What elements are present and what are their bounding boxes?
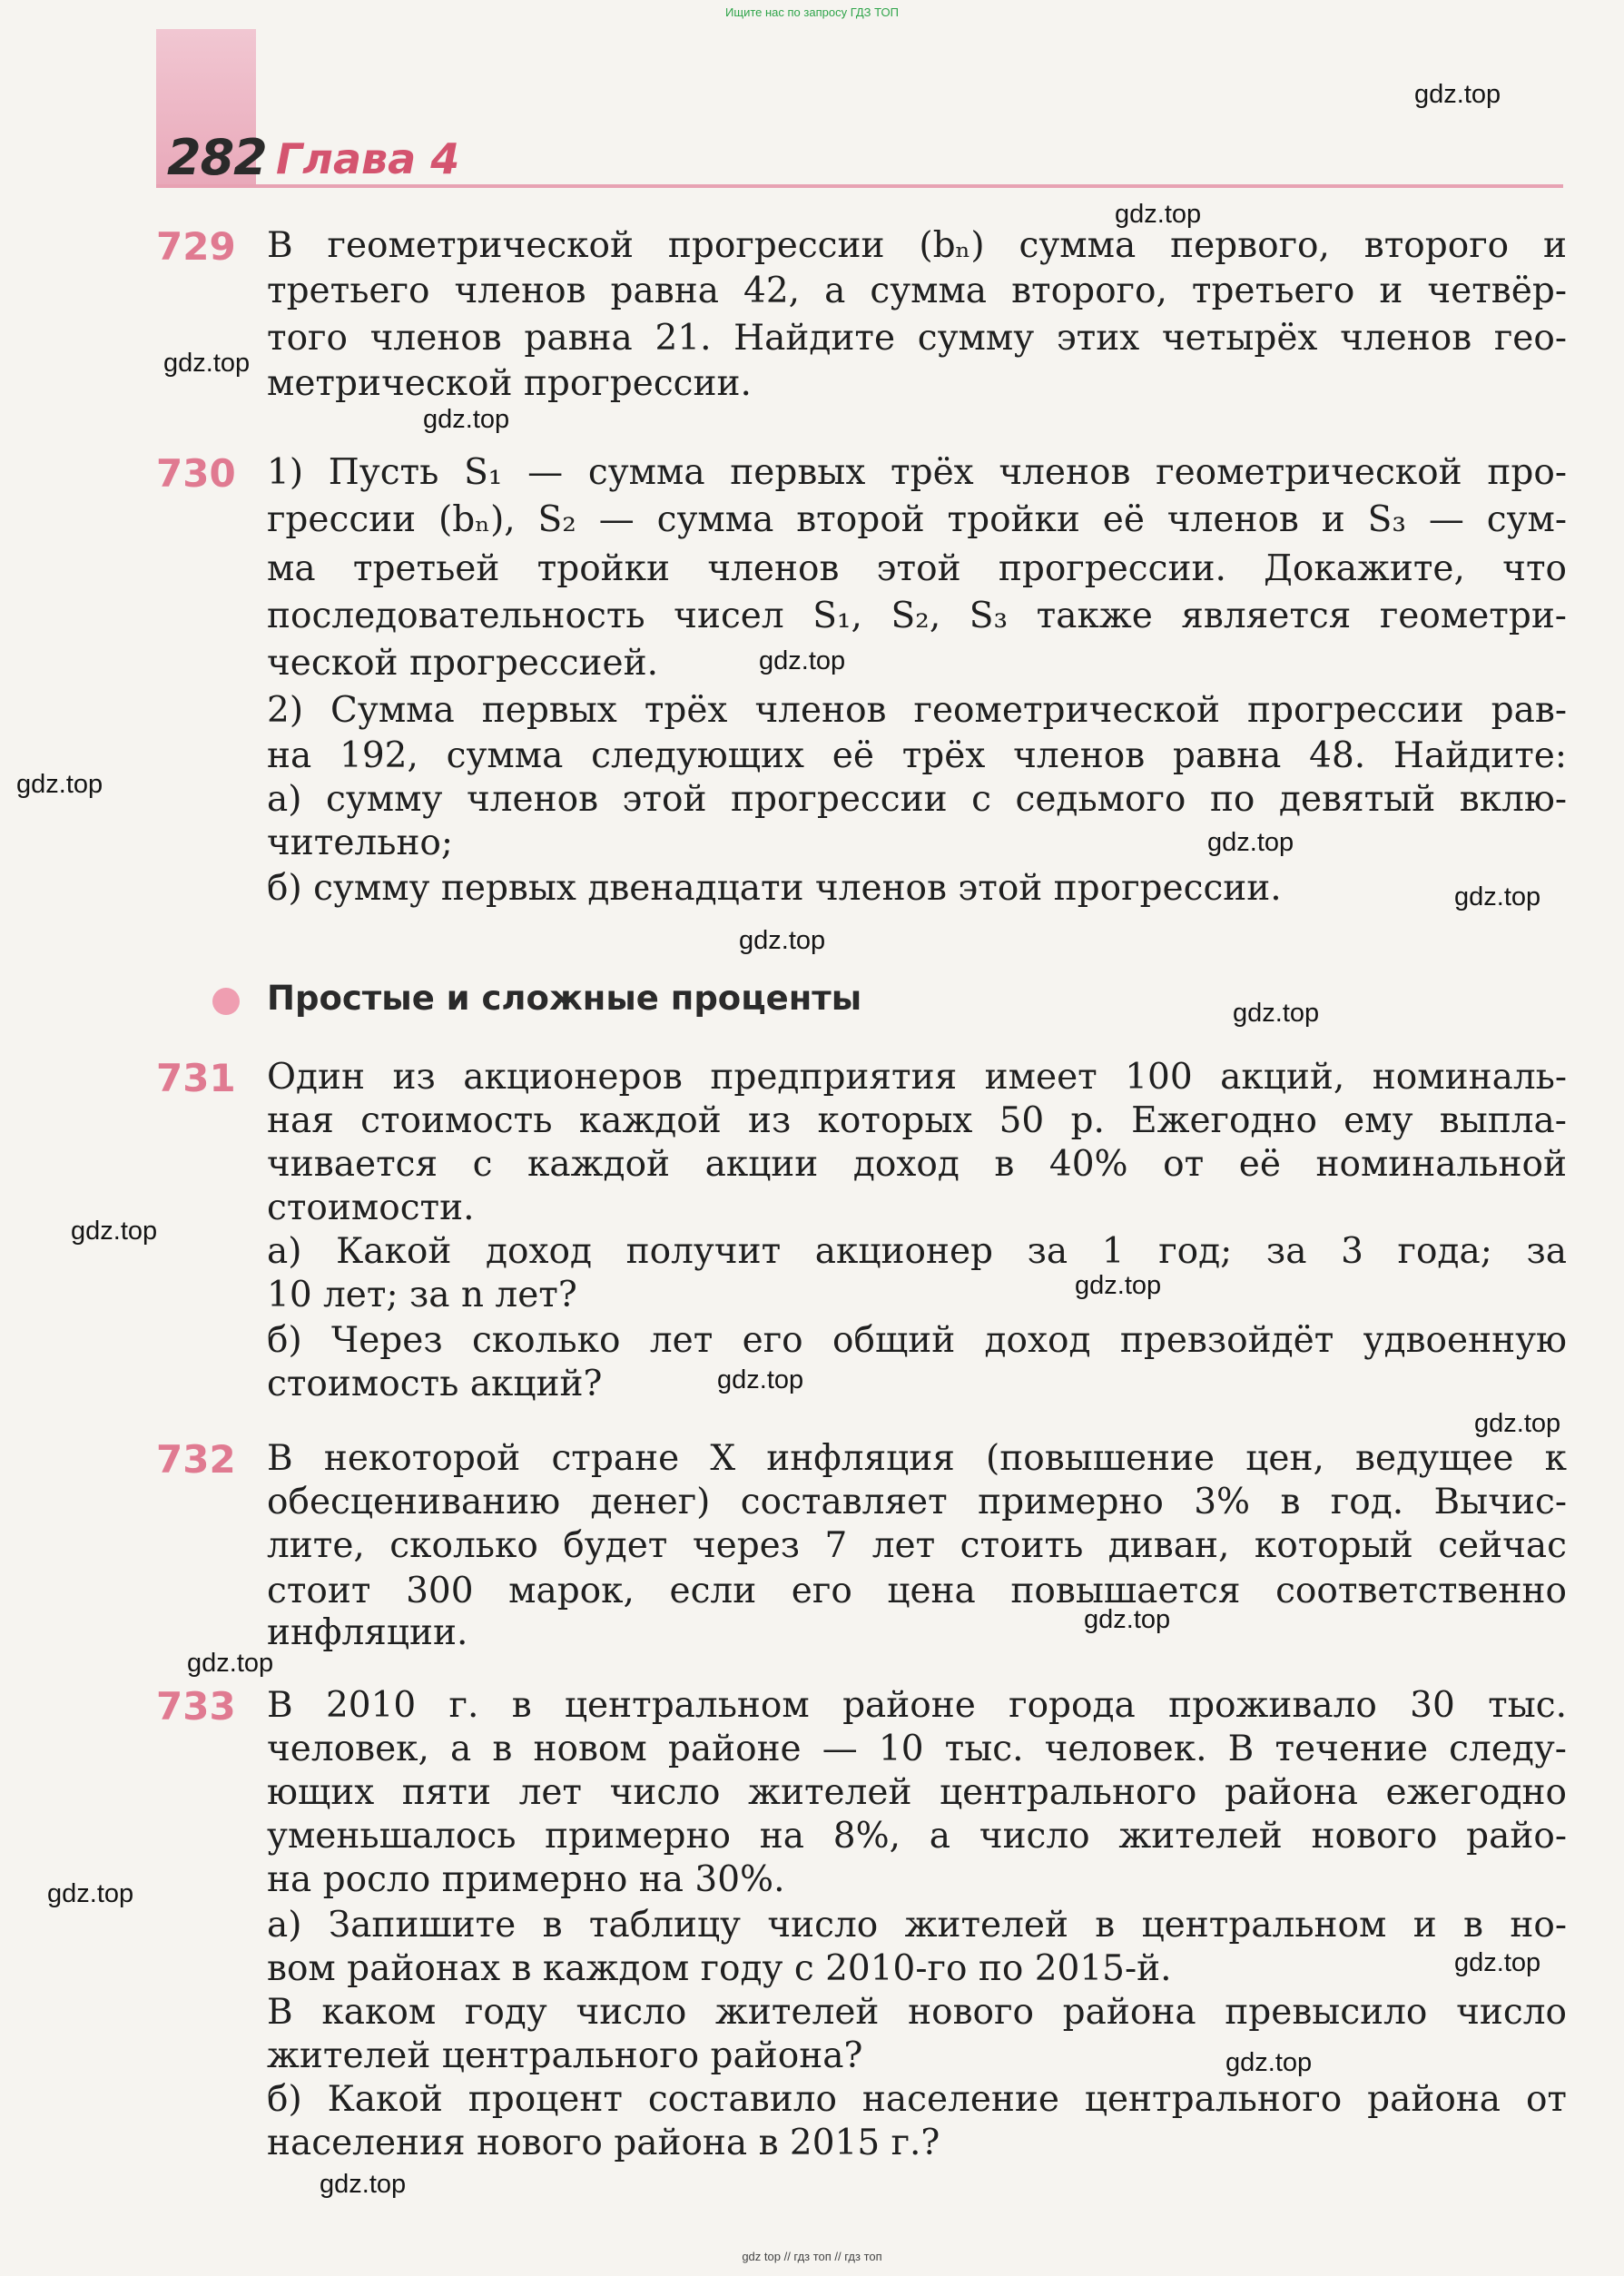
exercise-line: 10 лет; за n лет? xyxy=(267,1275,577,1315)
page-number: 282 xyxy=(167,129,267,186)
exercise-line: метрической прогрессии. xyxy=(267,363,752,404)
exercise-line: б) сумму первых двенадцати членов этой прогрессии. xyxy=(267,868,1282,909)
exercise-line: лите, сколько будет через 7 лет стоить диван, который сейчас xyxy=(267,1525,1567,1566)
exercise-number: 733 xyxy=(156,1684,236,1729)
chapter-title: Глава 4 xyxy=(276,134,460,183)
watermark: gdz.top xyxy=(16,770,103,799)
watermark: gdz.top xyxy=(717,1365,804,1394)
exercise-line: на 192, сумма следующих её трёх членов равна 48. Найдите: xyxy=(267,735,1567,776)
exercise-line: ческой прогрессией. xyxy=(267,643,659,684)
exercise-line: последовательность чисел S₁, S₂, S₃ также является геометри- xyxy=(267,596,1567,636)
exercise-line: того членов равна 21. Найдите сумму этих четырёх членов гео- xyxy=(267,318,1567,359)
exercise-line: стоимость акций? xyxy=(267,1364,603,1404)
exercise-line: В каком году число жителей нового района превысило число xyxy=(267,1992,1567,2033)
exercise-line: Один из акционеров предприятия имеет 100 акций, номиналь- xyxy=(267,1057,1567,1098)
section-title: Простые и сложные проценты xyxy=(267,979,862,1018)
exercise-line: жителей центрального района? xyxy=(267,2035,863,2076)
exercise-line: 1) Пусть S₁ — сумма первых трёх членов геометрической про- xyxy=(267,452,1567,493)
exercise-line: чительно; xyxy=(267,823,454,863)
exercise-line: а) сумму членов этой прогрессии с седьмого по девятый вклю- xyxy=(267,779,1567,820)
watermark: gdz.top xyxy=(1225,2048,1313,2077)
exercise-line: вом районах в каждом году с 2010-го по 2015-й. xyxy=(267,1948,1172,1989)
watermark: gdz.top xyxy=(163,349,251,378)
exercise-line: грессии (bₙ), S₂ — сумма второй тройки её членов и S₃ — сум- xyxy=(267,499,1567,540)
exercise-number: 729 xyxy=(156,224,236,269)
exercise-line: а) Какой доход получит акционер за 1 год; за 3 года; за xyxy=(267,1231,1567,1272)
exercise-line: на росло примерно на 30%. xyxy=(267,1859,785,1900)
exercise-line: чивается с каждой акции доход в 40% от её номинальной xyxy=(267,1144,1567,1185)
watermark: gdz.top xyxy=(1454,882,1541,911)
watermark: gdz.top xyxy=(187,1649,274,1678)
exercise-line: В 2010 г. в центральном районе города проживало 30 тыс. xyxy=(267,1685,1567,1726)
watermark: gdz.top xyxy=(1115,200,1202,229)
exercise-number: 730 xyxy=(156,451,236,496)
exercise-line: В геометрической прогрессии (bₙ) сумма первого, второго и xyxy=(267,225,1567,266)
exercise-line: инфляции. xyxy=(267,1612,468,1653)
exercise-line: б) Через сколько лет его общий доход превзойдёт удвоенную xyxy=(267,1320,1567,1361)
exercise-line: населения нового района в 2015 г.? xyxy=(267,2123,940,2163)
exercise-number: 732 xyxy=(156,1437,236,1482)
exercise-number: 731 xyxy=(156,1056,236,1100)
watermark: gdz.top xyxy=(759,646,846,675)
exercise-line: 2) Сумма первых трёх членов геометрической прогрессии рав- xyxy=(267,690,1567,731)
exercise-line: человек, а в новом районе — 10 тыс. человек. В течение следу- xyxy=(267,1729,1567,1769)
exercise-line: третьего членов равна 42, а сумма второго, третьего и четвёр- xyxy=(267,271,1567,311)
watermark: gdz.top xyxy=(1474,1409,1561,1438)
exercise-line: уменьшалось примерно на 8%, а число жителей нового райо- xyxy=(267,1816,1567,1857)
watermark: gdz.top xyxy=(71,1217,158,1246)
exercise-line: стоимости. xyxy=(267,1187,475,1228)
watermark: gdz.top xyxy=(1414,80,1501,109)
watermark: gdz.top xyxy=(47,1879,134,1908)
exercise-line: В некоторой стране X инфляция (повышение цен, ведущее к xyxy=(267,1438,1567,1479)
watermark: gdz.top xyxy=(1454,1948,1541,1977)
exercise-line: обесцениванию денег) составляет примерно 3% в год. Вычис- xyxy=(267,1482,1567,1522)
exercise-line: ма третьей тройки членов этой прогрессии. Докажите, что xyxy=(267,548,1567,589)
exercise-line: стоит 300 марок, если его цена повышается соответственно xyxy=(267,1571,1567,1611)
watermark: gdz.top xyxy=(1233,999,1320,1028)
exercise-line: ющих пяти лет число жителей центрального района ежегодно xyxy=(267,1772,1567,1813)
top-search-note: Ищите нас по запросу ГДЗ ТОП xyxy=(725,5,899,19)
section-bullet xyxy=(212,988,240,1015)
watermark: gdz.top xyxy=(1075,1271,1162,1300)
watermark: gdz.top xyxy=(739,926,826,955)
watermark: gdz.top xyxy=(423,405,510,434)
footer-links: gdz top // гдз топ // гдз топ xyxy=(742,2250,882,2263)
watermark: gdz.top xyxy=(1084,1605,1171,1634)
exercise-line: ная стоимость каждой из которых 50 р. Ежегодно ему выпла- xyxy=(267,1100,1567,1141)
exercise-line: б) Какой процент составило население центрального района от xyxy=(267,2079,1567,2120)
exercise-line: а) Запишите в таблицу число жителей в центральном и в но- xyxy=(267,1905,1567,1946)
watermark: gdz.top xyxy=(320,2170,407,2199)
header-rule xyxy=(156,184,1563,188)
watermark: gdz.top xyxy=(1207,828,1294,857)
